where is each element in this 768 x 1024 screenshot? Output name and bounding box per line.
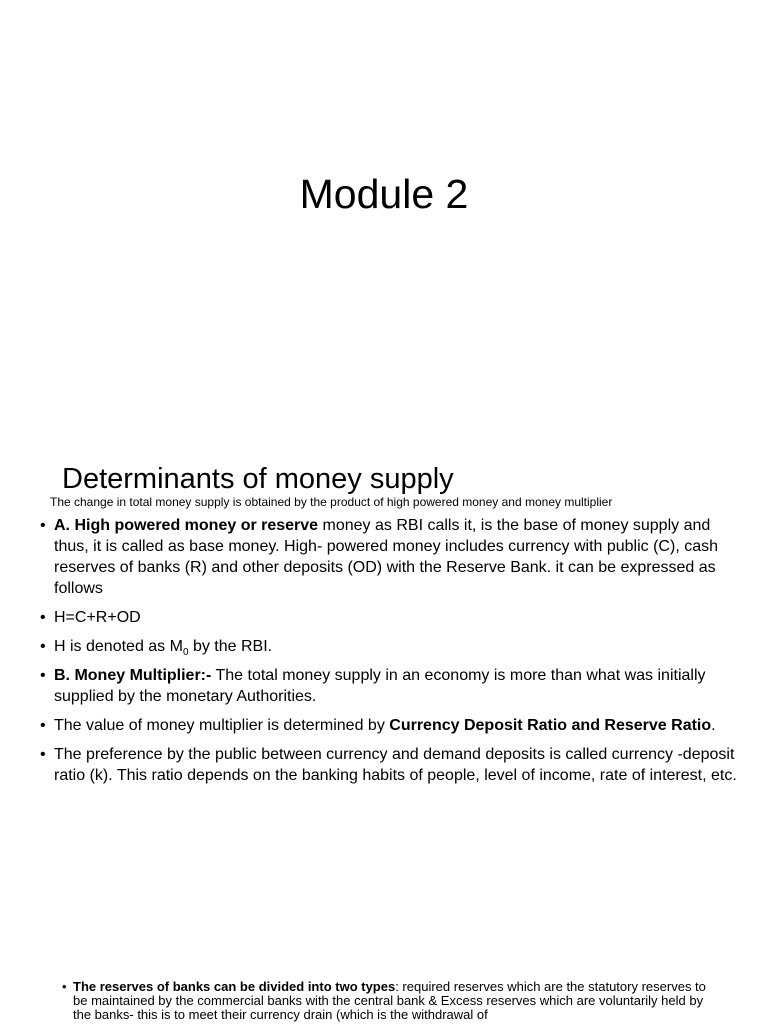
subscript: 0 xyxy=(182,647,189,659)
bullet-text: by the RBI. xyxy=(188,638,273,655)
bullet-bold-text: B. Money Multiplier:- xyxy=(54,667,212,684)
bullet-text: H is denoted as M xyxy=(54,638,183,655)
bullet-bold-text: Currency Deposit Ratio and Reserve Ratio xyxy=(389,717,712,734)
equation-text: H=C+R+OD xyxy=(54,609,141,626)
bullet-equation xyxy=(40,607,738,628)
bullet-money-multiplier xyxy=(40,665,738,707)
section-heading: Determinants of money supply xyxy=(62,463,454,495)
bank-reserves-list xyxy=(62,980,712,1022)
bullet-m0-notation xyxy=(40,636,738,657)
section-subtitle: The change in total money supply is obtained by the product of high powered money and money multiplier xyxy=(50,495,613,509)
bullet-list xyxy=(40,515,738,794)
bullet-text: The total money supply in an economy is more than what was initially supplied by the monetary Authorities. xyxy=(54,667,706,705)
bullet-bank-reserves xyxy=(62,980,712,1022)
bullet-text: The value of money multiplier is determined by xyxy=(54,717,390,734)
bullet-bold-text: The reserves of banks can be divided into two types xyxy=(73,979,396,994)
bullet-text: : required reserves which are the statutory reserves to be maintained by the commercial banks with the central bank & Excess reserves which are voluntarily held by the banks- this is to meet their currency drain (which is the withdrawal of xyxy=(73,979,706,1022)
slide-title: Module 2 xyxy=(299,171,469,217)
bullet-bold-text: A. High powered money or reserve xyxy=(54,517,319,534)
bullet-multiplier-determinants xyxy=(40,715,738,736)
bullet-text: . xyxy=(711,717,716,734)
bullet-high-powered-money xyxy=(40,515,738,599)
bullet-text: The preference by the public between currency and demand deposits is called currency -deposit ratio (k). This ratio depends on the banking habits of people, level of income, rate of interest, etc. xyxy=(54,746,737,784)
bullet-currency-deposit-ratio xyxy=(40,744,738,786)
bullet-text: money as RBI calls it, is the base of money supply and thus, it is called as base money. High- powered money includes currency with public (C), cash reserves of banks (R) and other deposits (OD) with the Reserve Bank. it can be expressed as follows xyxy=(54,517,718,597)
